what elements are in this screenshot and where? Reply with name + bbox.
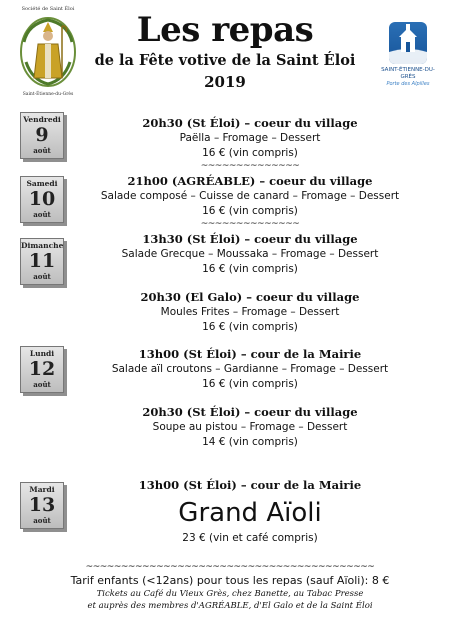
date-badge-samedi [20,176,67,226]
page-year: 2019 [204,73,246,91]
event-price: 23 € (vin et café compris) [182,532,318,544]
footer-separator: ~~~~~~~~~~~~~~~~~~~~~~~~~~~~~~~~~~~~~~~~~ [85,562,375,572]
badge-number: 11 [28,250,56,272]
badge-month: août [33,380,51,389]
event-heading: 13h00 (St Éloi) – cour de la Mairie [138,347,362,361]
emblem-bottom-text: Saint-Étienne-du-Grès [22,92,74,97]
event-menu: Paëlla – Fromage – Dessert [179,132,321,144]
emblem-top-text: Société de Saint Éloi [21,6,75,12]
event-price: 16 € (vin compris) [202,263,298,275]
ticket-info-line2: et auprès des membres d'AGRÉABLE, d'El Galo et de la Saint Éloi [87,601,373,611]
event-heading: 20h30 (St Éloi) – coeur du village [142,116,358,130]
event-price: 16 € (vin compris) [202,205,298,217]
separator: ~~~~~~~~~~~~~~ [200,161,300,171]
date-badge-mardi [20,482,67,532]
page-title: Les repas [136,10,314,50]
grand-aioli-title: Grand Aïoli [178,498,322,528]
badge-number: 13 [28,494,56,516]
village-logo [380,22,436,87]
meal-event [80,116,420,172]
event-menu: Salade composé – Cuisse de canard – Fromage – Dessert [100,190,400,202]
event-heading: 21h00 (AGRÉABLE) – coeur du village [127,174,373,188]
badge-day: Vendredi [23,115,61,124]
badge-day: Lundi [29,349,55,358]
event-price: 14 € (vin compris) [202,436,298,448]
logo-tagline: Porte des Alpilles [386,81,430,87]
event-menu: Salade aïl croutons – Gardianne – Fromage – Dessert [111,363,389,375]
separator: ~~~~~~~~~~~~~~ [200,219,300,229]
event-heading: 20h30 (St Éloi) – coeur du village [142,405,358,419]
event-menu: Moules Frites – Fromage – Dessert [160,306,340,318]
badge-day: Samedi [26,179,58,188]
saint-eloi-figure-icon [18,12,78,88]
event-heading: 13h30 (St Éloi) – coeur du village [142,232,358,246]
meal-event [80,290,420,335]
meal-event [80,232,420,277]
meal-event-grand-aioli [80,478,420,546]
date-badge-vendredi [20,112,67,162]
logo-name: SAINT-ÉTIENNE-DU-GRÈS [381,67,435,80]
event-heading: 20h30 (El Galo) – coeur du village [140,290,360,304]
ticket-info [20,588,440,612]
event-menu: Soupe au pistou – Fromage – Dessert [152,421,348,433]
event-price: 16 € (vin compris) [202,147,298,159]
badge-number: 12 [28,358,56,380]
meal-event [80,347,420,392]
ticket-info-line1: Tickets au Café du Vieux Grès, chez Banette, au Tabac Presse [96,589,364,599]
badge-month: août [33,516,51,525]
event-price: 16 € (vin compris) [202,321,298,333]
badge-day: Dimanche [21,241,64,250]
badge-month: août [33,210,51,219]
badge-number: 10 [28,188,56,210]
badge-month: août [33,272,51,281]
meal-event [80,174,420,230]
children-price: Tarif enfants (<12ans) pour tous les repas (sauf Aïoli): 8 € [70,574,390,587]
event-heading: 13h00 (St Éloi) – cour de la Mairie [138,478,362,492]
event-price: 16 € (vin compris) [202,378,298,390]
badge-month: août [33,146,51,155]
saint-eloi-emblem [18,6,78,98]
badge-day: Mardi [29,485,55,494]
meal-event [80,405,420,450]
church-icon [389,22,427,64]
date-badge-lundi [20,346,67,396]
event-menu: Salade Grecque – Moussaka – Fromage – Dessert [121,248,379,260]
date-badge-dimanche [20,238,67,288]
page-subtitle: de la Fête votive de la Saint Éloi [94,52,356,69]
badge-number: 9 [35,124,49,146]
